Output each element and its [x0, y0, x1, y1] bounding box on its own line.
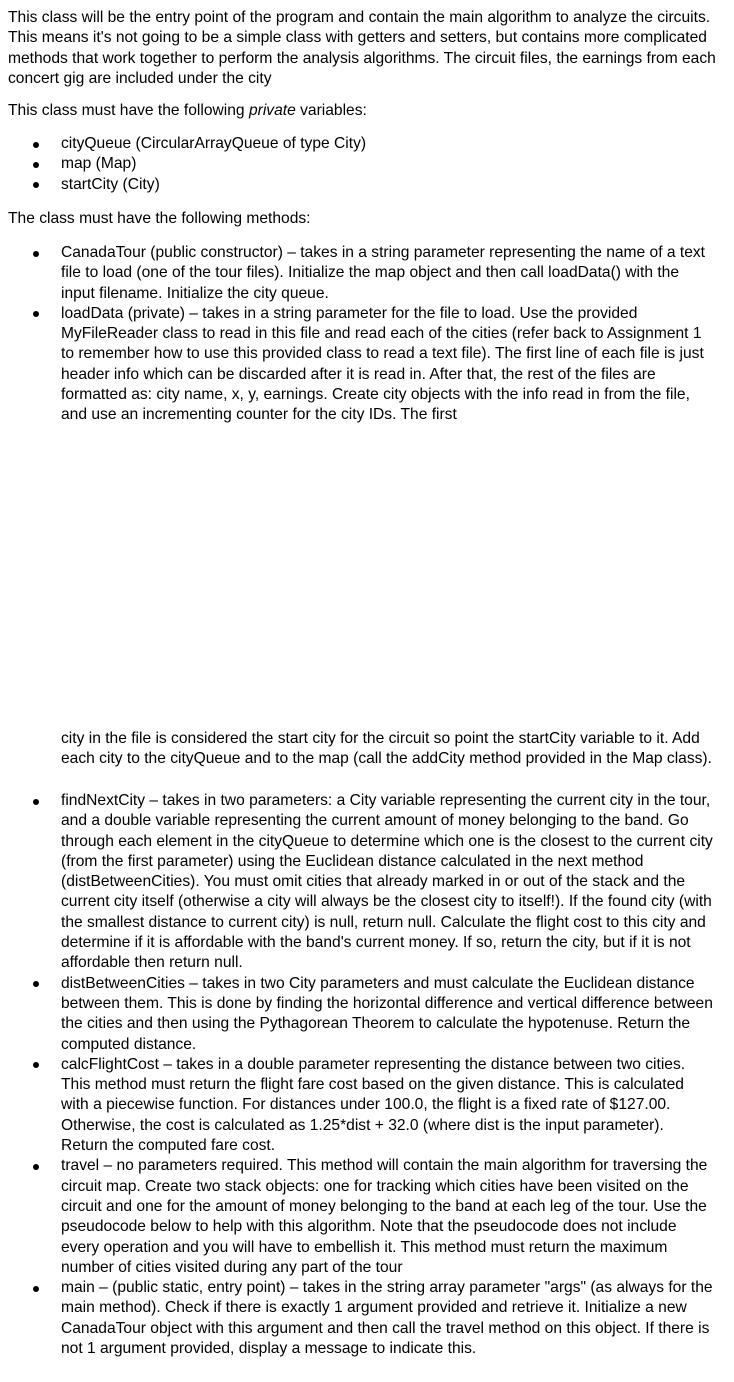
bullet-icon: [33, 1062, 39, 1068]
variables-list: [0, 134, 734, 195]
list-item: travel – no parameters required. This method will contain the main algorithm for traversing the circuit map. Create two stack objects: one for tracking which cities have been visited on the circuit and one for the amount of money belonging to the band at each leg of the tour. Use the pseudocode below to help with this algorithm. Note that the pseudocode does not include every operation and you will have to embellish it. This method must return the maximum number of cities visited during any part of the tour: [0, 1156, 734, 1278]
list-item: calcFlightCost – takes in a double parameter representing the distance between two cities. This method must return the flight fare cost based on the given distance. This is calculated with a piecewise function. For distances under 100.0, the flight is a fixed rate of $127.00. Otherwise, the cost is calculated as 1.25*dist + 32.0 (where dist is the input parameter). Return the computed fare cost.: [0, 1055, 734, 1156]
bullet-icon: [33, 311, 39, 317]
bullet-icon: [33, 981, 39, 987]
list-item: findNextCity – takes in two parameters: a City variable representing the current city in the tour, and a double variable representing the current amount of money belonging to the band. Go through each element in the cityQueue to determine which one is the closest to the current city (from the first parameter) using the Euclidean distance calculated in the next method (distBetweenCities). You must omit cities that already marked in or out of the stack and the current city itself (otherwise a city will always be the closest city to itself!). If the found city (with the smallest distance to current city) is null, return null. Calculate the flight cost to this city and determine if it is affordable with the band's current money. If so, return the city, but if it is not affordable then return null.: [0, 791, 734, 974]
intro-paragraph: This class will be the entry point of the program and contain the main algorithm to analyze the circuits. This means it's not going to be a simple class with getters and setters, but contains more complicated methods that work together to perform the analysis algorithms. The circuit files, the earnings from each concert gig are included under the city: [8, 9, 716, 87]
methods-list-page1: [0, 243, 734, 426]
variables-heading: This class must have the following private variables:: [8, 102, 367, 119]
bullet-icon: [33, 251, 39, 257]
methods-list-page2: [0, 791, 734, 1359]
list-item: map (Map): [0, 154, 734, 174]
list-item: loadData (private) – takes in a string parameter for the file to load. Use the provided MyFileReader class to read in this file and read each of the cities (refer back to Assignment 1 to remember how to use this provided class to read a text file). The first line of each file is just header info which can be discarded after it is read in. After that, the rest of the files are formatted as: city name, x, y, earnings. Create city objects with the info read in from the file, and use an incrementing counter for the city IDs. The first: [0, 304, 734, 426]
bullet-icon: [33, 142, 39, 148]
list-item: distBetweenCities – takes in two City parameters and must calculate the Euclidean distance between them. This is done by finding the horizontal difference and vertical difference between the cities and then using the Pythagorean Theorem to calculate the hypotenuse. Return the computed distance.: [0, 974, 734, 1055]
bullet-icon: [33, 162, 39, 168]
list-item: main – (public static, entry point) – takes in the string array parameter "args" (as always for the main method). Check if there is exactly 1 argument provided and retrieve it. Initialize a new CanadaTour object with this argument and then call the travel method on this object. If there is not 1 argument provided, display a message to indicate this.: [0, 1278, 734, 1359]
bullet-icon: [33, 799, 39, 805]
list-item: startCity (City): [0, 175, 734, 195]
bullet-icon: [33, 182, 39, 188]
bullet-icon: [33, 1286, 39, 1292]
list-item: cityQueue (CircularArrayQueue of type City): [0, 134, 734, 154]
bullet-icon: [33, 1164, 39, 1170]
methods-heading: The class must have the following methods:: [8, 210, 311, 227]
loaddata-continuation: city in the file is considered the start city for the circuit so point the startCity variable to it. Add each city to the cityQueue and to the map (call the addCity method provided in the Map class).: [61, 730, 712, 768]
list-item: CanadaTour (public constructor) – takes in a string parameter representing the name of a text file to load (one of the tour files). Initialize the map object and then call loadData() with the input filename. Initialize the city queue.: [0, 243, 734, 304]
